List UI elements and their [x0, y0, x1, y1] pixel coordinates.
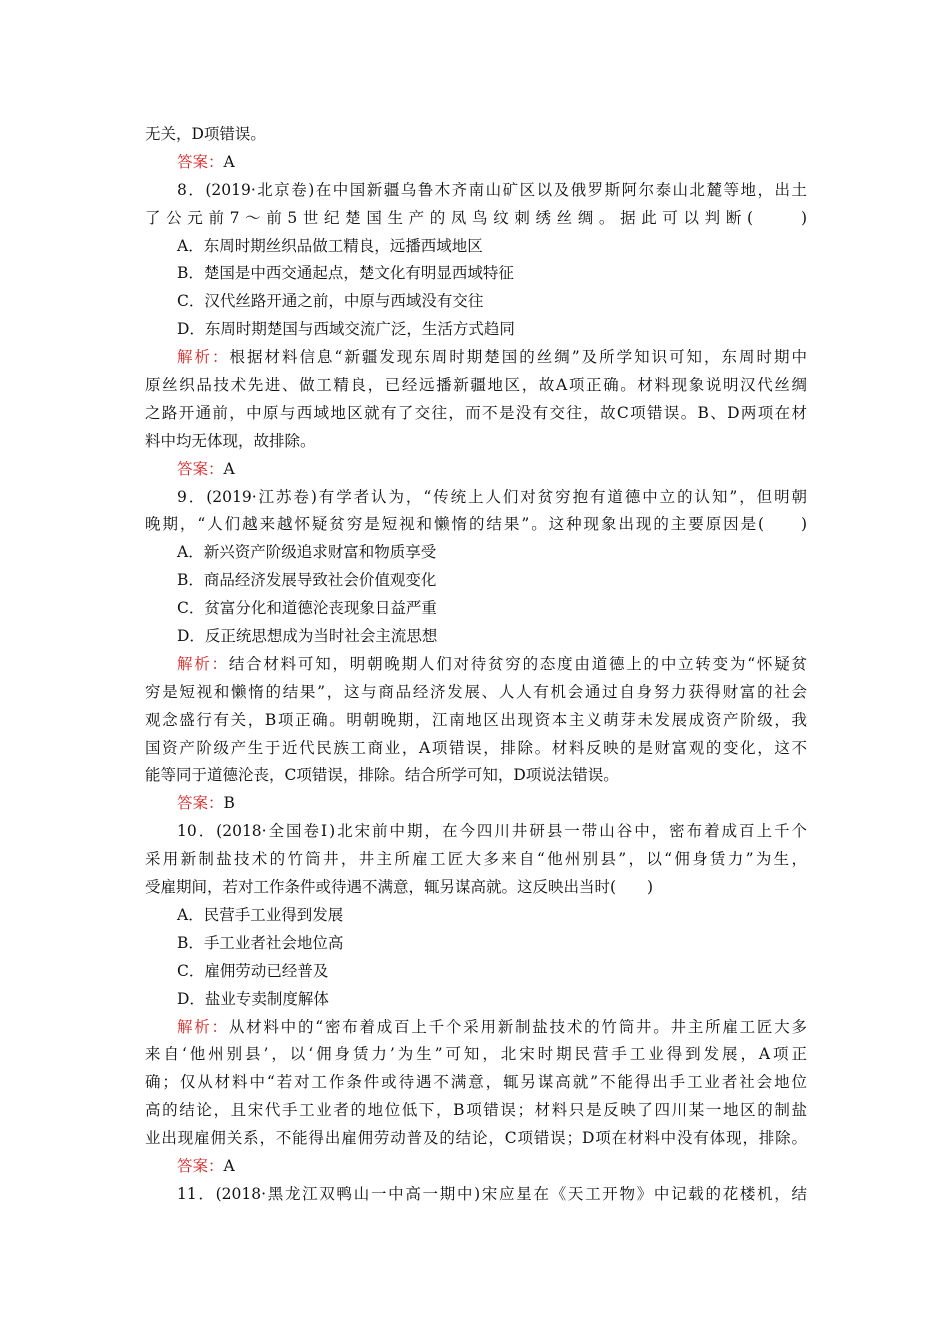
line-text: 之路开通前，中原与西域地区就有了交往，而不是没有交往，故C项错误。B、D两项在材 [145, 403, 807, 422]
analysis-label: 解析： [177, 1017, 229, 1036]
text-line [145, 288, 807, 316]
line-text: 晚期，“人们越来越怀疑贫穷是短视和懒惰的结果”。这种现象出现的主要原因是( ) [145, 515, 807, 534]
analysis-label: 解析： [177, 348, 230, 367]
line-text: C．汉代丝路开通之前，中原与西域没有交往 [177, 292, 484, 311]
text-line [145, 679, 807, 707]
line-text: A [223, 152, 235, 171]
text-line [145, 567, 807, 595]
text-line [145, 1069, 807, 1097]
line-text: 采用新制盐技术的竹筒井，井主所雇工匠大多来自“他州别县”，以“佣身赁力”为生， [145, 850, 807, 869]
line-text: 确；仅从材料中“若对工作条件或待遇不满意，辄另谋高就”不能得出手工业者社会地位 [145, 1073, 807, 1092]
answer-line [145, 1153, 807, 1181]
line-text: 高的结论，且宋代手工业者的地位低下，B项错误；材料只是反映了四川某一地区的制盐 [145, 1101, 807, 1120]
answer-label: 答案： [177, 152, 224, 171]
line-text: 9．(2019·江苏卷)有学者认为，“传统上人们对贫穷抱有道德中立的认知”，但明朝 [177, 487, 807, 506]
line-text: 11．(2018·黑龙江双鸭山一中高一期中)宋应星在《天工开物》中记载的花楼机，结 [177, 1184, 807, 1203]
line-text: 无关，D项错误。 [145, 125, 266, 143]
text-line [145, 1125, 807, 1153]
line-text: B．手工业者社会地位高 [177, 933, 344, 952]
line-text: 结合材料可知，明朝晚期人们对待贫穷的态度由道德上的中立转变为“怀疑贫 [228, 654, 807, 673]
text-line [145, 205, 807, 233]
text-line [145, 1097, 807, 1125]
line-text: A．新兴资产阶级追求财富和物质享受 [177, 543, 437, 562]
line-text: B [223, 794, 235, 813]
line-text: 料中均无体现，故排除。 [145, 431, 316, 450]
line-text: A [223, 1156, 235, 1175]
line-text: D．盐业专卖制度解体 [177, 989, 329, 1008]
answer-line [145, 790, 807, 818]
line-text: 业出现雇佣关系，不能得出雇佣劳动普及的结论，C项错误；D项在材料中没有体现，排除。 [145, 1129, 807, 1148]
text-line [145, 735, 807, 763]
text-line [145, 539, 807, 567]
analysis-line [145, 651, 807, 679]
text-line [145, 260, 807, 288]
line-text: 来自‘他州别县’，以‘佣身赁力’为生”可知，北宋时期民营手工业得到发展，A项正 [145, 1045, 807, 1064]
line-text: 国资产阶级产生于近代民族工商业，A项错误，排除。材料反映的是财富观的变化，这不 [145, 738, 807, 757]
line-text: C．贫富分化和道德沦丧现象日益严重 [177, 599, 437, 618]
analysis-label: 解析： [177, 654, 229, 673]
text-line [145, 930, 807, 958]
line-text: A．民营手工业得到发展 [177, 905, 344, 924]
answer-label: 答案： [177, 1156, 224, 1175]
text-line [145, 902, 807, 930]
text-column [145, 121, 807, 1209]
text-line [145, 372, 807, 400]
analysis-line [145, 344, 807, 372]
text-line [145, 316, 807, 344]
line-text: 10．(2018·全国卷Ⅰ)北宋前中期，在今四川井研县一带山谷中，密布着成百上千个 [177, 822, 807, 841]
text-line [145, 511, 807, 539]
text-line [145, 874, 807, 902]
text-line [145, 818, 807, 846]
line-text: 从材料中的“密布着成百上千个采用新制盐技术的竹筒井。井主所雇工匠大多 [228, 1017, 807, 1036]
text-line [145, 484, 807, 512]
answer-line [145, 456, 807, 484]
line-text: C．雇佣劳动已经普及 [177, 961, 329, 980]
line-text: 根据材料信息“新疆发现东周时期楚国的丝绸”及所学知识可知，东周时期中 [229, 348, 807, 367]
line-text: 受雇期间，若对工作条件或待遇不满意，辄另谋高就。这反映出当时( ) [145, 878, 654, 897]
text-line [145, 121, 807, 149]
text-line [145, 986, 807, 1014]
line-text: 了公元前7～前5世纪楚国生产的凤鸟纹刺绣丝绸。据此可以判断( ) [145, 208, 807, 227]
line-text: 观念盛行有关，B项正确。明朝晚期，江南地区出现资本主义萌芽未发展成资产阶级，我 [145, 710, 807, 729]
text-line [145, 958, 807, 986]
line-text: A [223, 459, 235, 478]
line-text: 能等同于道德沦丧，C项错误，排除。结合所学可知，D项说法错误。 [145, 766, 619, 785]
analysis-line [145, 1014, 807, 1042]
answer-label: 答案： [177, 459, 224, 478]
text-line [145, 400, 807, 428]
line-text: B．商品经济发展导致社会价值观变化 [177, 571, 437, 590]
line-text: B．楚国是中西交通起点，楚文化有明显西域特征 [177, 264, 514, 283]
text-line [145, 177, 807, 205]
line-text: D．东周时期楚国与西域交流广泛，生活方式趋同 [177, 320, 515, 339]
text-line [145, 428, 807, 456]
text-line [145, 233, 807, 261]
line-text: 原丝织品技术先进、做工精良，已经远播新疆地区，故A项正确。材料现象说明汉代丝绸 [145, 376, 807, 395]
line-text: 8．(2019·北京卷)在中国新疆乌鲁木齐南山矿区以及俄罗斯阿尔泰山北麓等地，出土 [177, 180, 807, 199]
text-line [145, 846, 807, 874]
text-line [145, 623, 807, 651]
text-line [145, 762, 807, 790]
line-text: D．反正统思想成为当时社会主流思想 [177, 627, 438, 646]
text-line [145, 595, 807, 623]
text-line [145, 1041, 807, 1069]
line-text: A．东周时期丝织品做工精良，远播西域地区 [177, 236, 483, 255]
text-line [145, 707, 807, 735]
answer-line [145, 149, 807, 177]
text-line [145, 1181, 807, 1209]
answer-label: 答案： [177, 794, 224, 813]
line-text: 穷是短视和懒惰的结果”，这与商品经济发展、人人有机会通过自身努力获得财富的社会 [145, 682, 807, 701]
